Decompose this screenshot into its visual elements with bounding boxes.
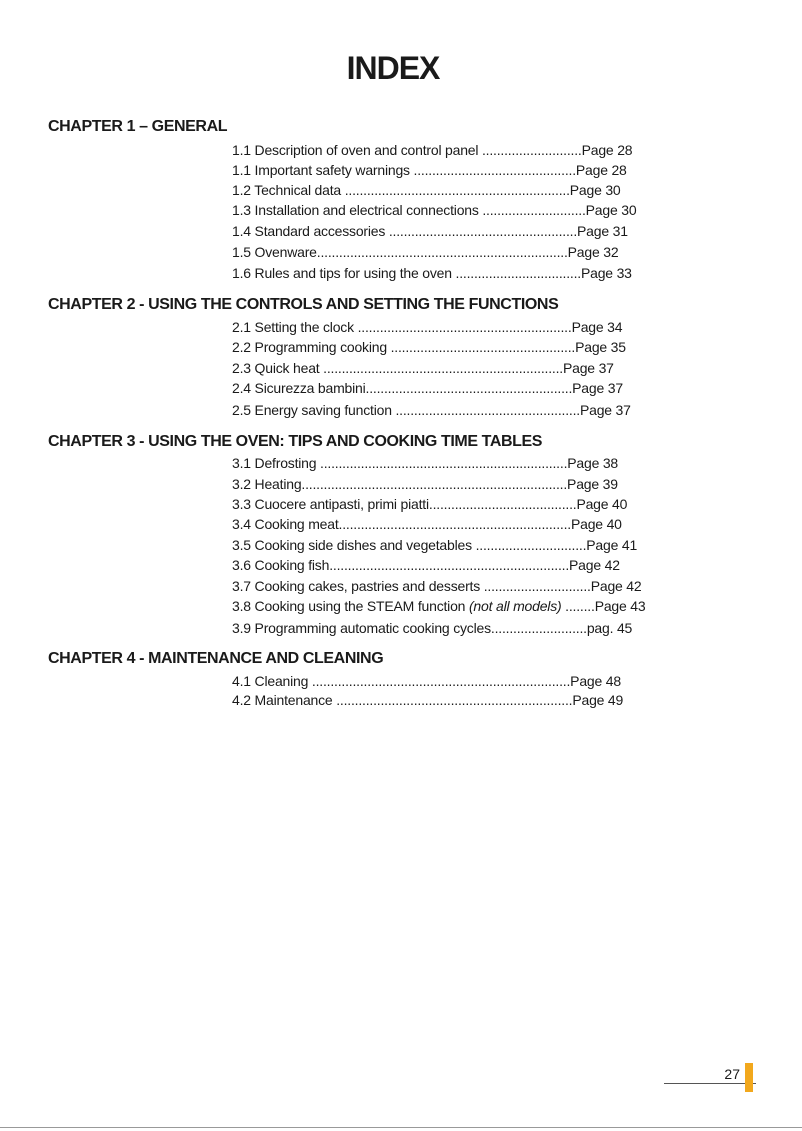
index-entry[interactable]: 3.3 Cuocere antipasti, primi piatti........................................Page 40 bbox=[232, 496, 628, 512]
bottom-divider bbox=[0, 1127, 802, 1128]
chapter-3-heading: CHAPTER 3 - USING THE OVEN: TIPS AND COOKING TIME TABLES bbox=[48, 433, 543, 450]
index-entry[interactable]: 2.2 Programming cooking ..................................................Page 35 bbox=[232, 339, 626, 355]
index-entry[interactable]: 1.1 Description of oven and control panel ...........................Page 28 bbox=[232, 142, 633, 158]
entry-page: ........Page 43 bbox=[561, 598, 646, 614]
index-entry-steam[interactable] bbox=[232, 597, 645, 615]
entry-text: 3.8 Cooking using the STEAM function bbox=[232, 598, 469, 614]
index-entry[interactable]: 3.5 Cooking side dishes and vegetables ..............................Page 41 bbox=[232, 537, 638, 553]
index-entry[interactable]: 1.2 Technical data .............................................................Page 30 bbox=[232, 182, 621, 198]
index-entry[interactable]: 3.7 Cooking cakes, pastries and desserts .............................Page 42 bbox=[232, 578, 642, 594]
index-entry[interactable]: 4.2 Maintenance ................................................................Page 49 bbox=[232, 692, 624, 708]
page-title: INDEX bbox=[346, 50, 440, 86]
index-entry[interactable]: 3.2 Heating........................................................................Page 39 bbox=[232, 476, 618, 492]
index-entry[interactable]: 1.1 Important safety warnings ............................................Page 28 bbox=[232, 162, 627, 178]
chapter-4-heading: CHAPTER 4 - MAINTENANCE AND CLEANING bbox=[48, 650, 384, 667]
entry-note: (not all models) bbox=[468, 598, 562, 614]
chapter-1-heading: CHAPTER 1 – GENERAL bbox=[48, 118, 228, 135]
index-entry[interactable]: 1.3 Installation and electrical connections ............................Page 30 bbox=[232, 202, 637, 218]
footer-divider bbox=[664, 1083, 756, 1084]
index-entry[interactable]: 3.1 Defrosting ...................................................................Page 38 bbox=[232, 455, 619, 471]
index-entry[interactable]: 1.4 Standard accessories ...................................................Page 31 bbox=[232, 223, 628, 239]
index-entry[interactable]: 3.4 Cooking meat...............................................................Page 40 bbox=[232, 516, 622, 532]
index-entry[interactable]: 2.5 Energy saving function ..................................................Page 37 bbox=[232, 402, 631, 418]
chapter-2-heading: CHAPTER 2 - USING THE CONTROLS AND SETTING THE FUNCTIONS bbox=[48, 296, 559, 313]
index-entry[interactable]: 4.1 Cleaning ......................................................................Page 48 bbox=[232, 673, 621, 689]
index-entry[interactable]: 1.5 Ovenware....................................................................Page 32 bbox=[232, 244, 619, 260]
index-entry[interactable]: 1.6 Rules and tips for using the oven ..................................Page 33 bbox=[232, 265, 632, 281]
index-entry[interactable]: 2.1 Setting the clock ..........................................................Page 34 bbox=[232, 319, 623, 335]
index-entry[interactable]: 2.3 Quick heat .................................................................Page 37 bbox=[232, 360, 614, 376]
page-tab-accent bbox=[745, 1063, 753, 1092]
index-entry[interactable]: 3.9 Programming automatic cooking cycles..........................pag. 45 bbox=[232, 620, 633, 636]
index-entry[interactable]: 3.6 Cooking fish.................................................................Page 42 bbox=[232, 557, 620, 573]
page-number: 27 bbox=[724, 1066, 740, 1082]
index-entry[interactable]: 2.4 Sicurezza bambini........................................................Page 37 bbox=[232, 380, 623, 396]
